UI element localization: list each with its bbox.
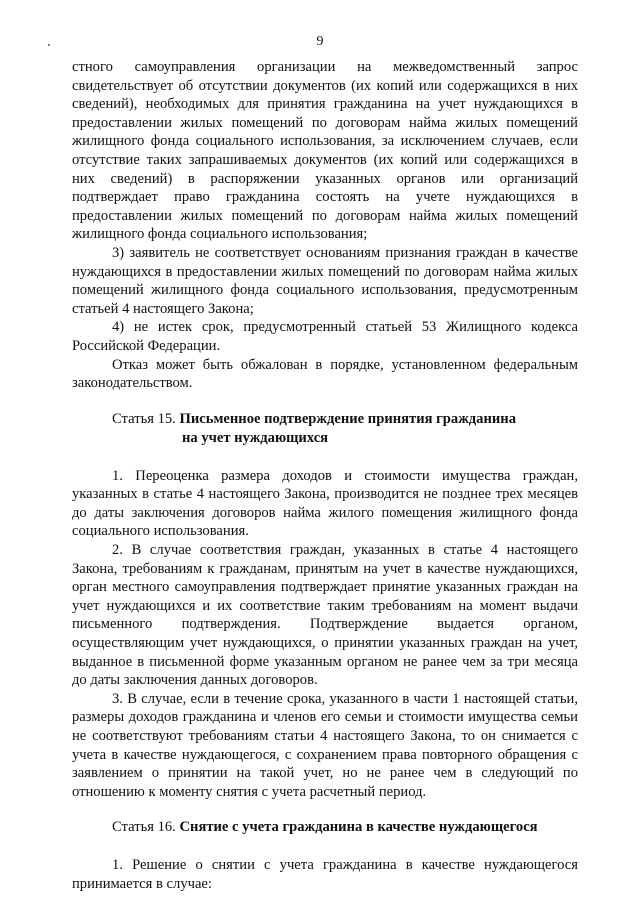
article-15-title-line2: на учет нуждающихся bbox=[182, 429, 329, 446]
document-body bbox=[72, 58, 578, 894]
article-15-title: Письменное подтверждение принятия гражданина bbox=[179, 410, 516, 427]
article-15-heading bbox=[72, 410, 578, 448]
paragraph-item-4: 4) не истек срок, предусмотренный статьей 53 Жилищного кодекса Российской Федерации. bbox=[72, 319, 578, 354]
article-15-label: Статья 15. bbox=[112, 410, 176, 427]
paragraph-continuation: стного самоуправления организации на межведомственный запрос свидетельствует об отсутствии документов (их копий или содержащихся в них сведений), необходимых для принятия гражданина на учет нуждающихся в предоставлении жилых помещений по договорам найма жилых помещений жилищного фонда социального использования, за исключением случаев, если отсутствие таких запрашиваемых документов (их копий или содержащихся в них сведений) в распоряжении указанных органов или организаций подтверждает право гражданина состоять на учете нуждающихся в предоставлении жилых помещений по договорам найма жилых помещений жилищного фонда социального использования; bbox=[72, 59, 578, 243]
article-16-heading bbox=[72, 818, 578, 837]
article-16-label: Статья 16. bbox=[112, 819, 176, 836]
article-15-paragraph-3: 3. В случае, если в течение срока, указанного в части 1 настоящей статьи, размеры доходов гражданина и членов его семьи и стоимости имущества семьи не соответствуют требованиям статьи 4 настоящего Закона, то он снимается с учета в качестве нуждающегося, с сохранением права повторного обращения с заявлением о принятии на такой учет, но не ранее чем в следующий по отношению к моменту снятия с учета расчетный период. bbox=[72, 690, 578, 800]
paragraph-appeal: Отказ может быть обжалован в порядке, установленном федеральным законодательством. bbox=[72, 356, 578, 392]
article-15-paragraph-2: 2. В случае соответствия граждан, указанных в статье 4 настоящего Закона, требованиям к гражданам, принятым на учет в качестве нуждающихся, орган местного самоуправления подтверждает принятие указанных граждан на учет нуждающихся и их соответствие таким требованиям на момент выдачи письменного подтверждения. Подтверждение выдается органом, осуществляющим учет нуждающихся, о принятии указанных граждан на учет, выданное в письменной форме указанным органом не ранее чем за три месяца до даты заключения данных договоров. bbox=[72, 542, 578, 689]
article-15-paragraph-1: 1. Переоценка размера доходов и стоимости имущества граждан, указанных в статье 4 настоящего Закона, производится не позднее трех месяцев до даты заключения договоров найма жилого помещения жилищного фонда социального использования. bbox=[72, 467, 578, 540]
article-16-title: Снятие с учета гражданина в качестве нуждающегося bbox=[179, 819, 538, 836]
article-16-paragraph-1: 1. Решение о снятии с учета гражданина в качестве нуждающегося принимается в случае: bbox=[72, 857, 578, 892]
paragraph-item-3: 3) заявитель не соответствует основаниям признания граждан в качестве нуждающихся в предоставлении жилых помещений по договорам найма жилых помещений жилищного фонда социального использования, предусмотренным статьей 4 настоящего Закона; bbox=[72, 244, 578, 317]
page-number: 9 bbox=[316, 34, 324, 49]
